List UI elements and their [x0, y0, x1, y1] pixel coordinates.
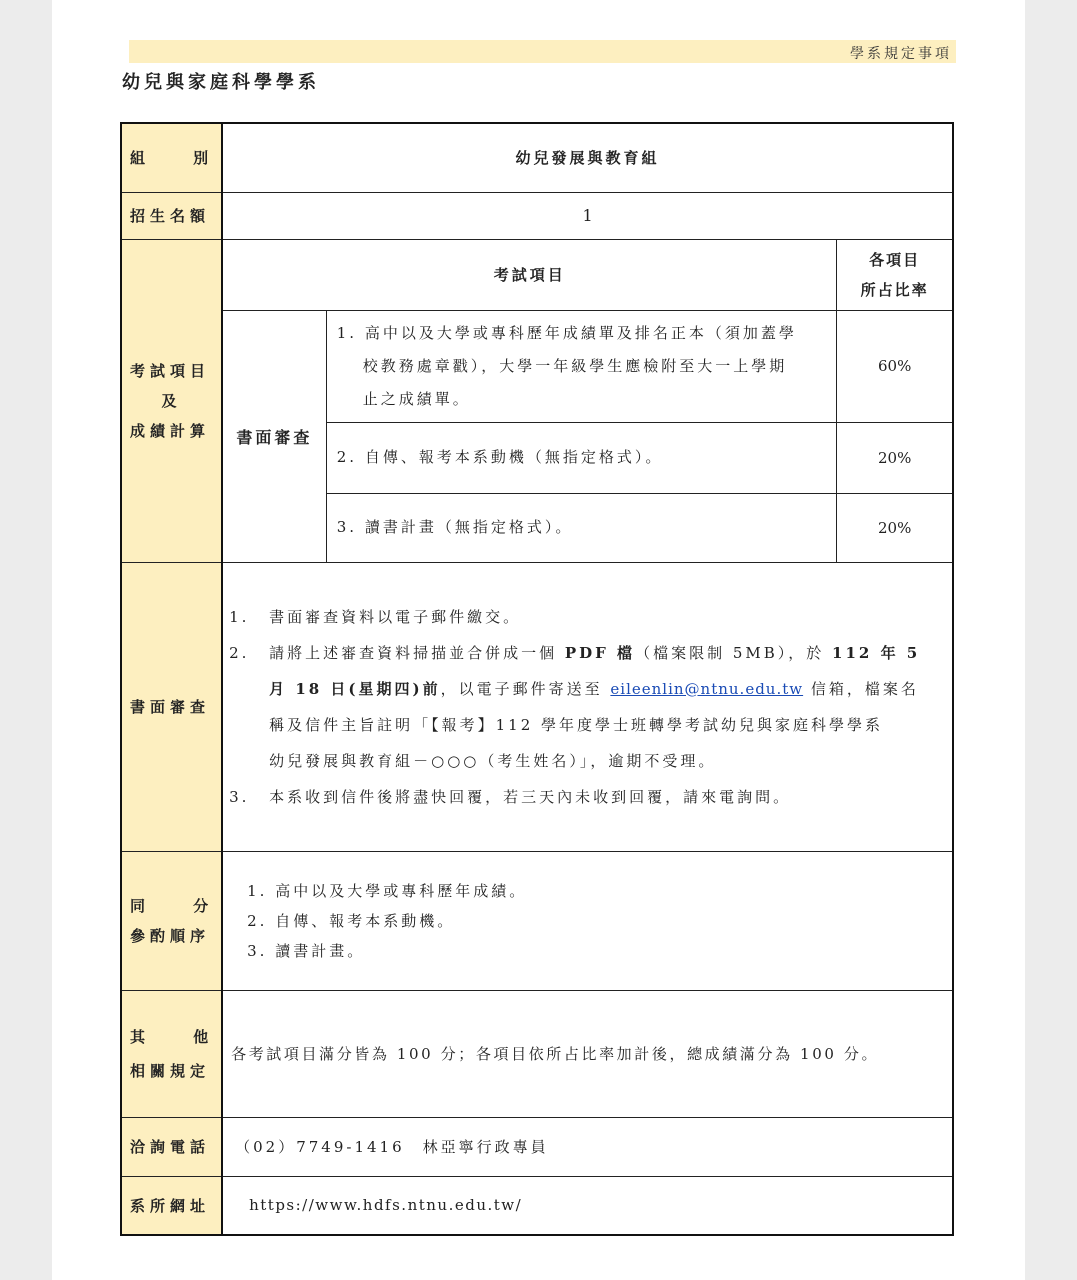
review-item-2-part-d: 信箱，檔案名: [803, 679, 919, 698]
header-band: [129, 40, 956, 63]
list-item: 2. 自傳、報考本系動機。: [247, 911, 456, 930]
review-item-2-part-c: ，以電子郵件寄送至: [440, 679, 611, 698]
row-phone: [121, 1117, 953, 1176]
exam-label: [121, 239, 222, 562]
review-label: 書面審查: [121, 562, 222, 851]
review-item-2-part-b: （檔案限制 5MB），於: [635, 643, 833, 662]
exam-item-1-line3: 止之成績單。: [362, 389, 471, 408]
website-value[interactable]: https://www.hdfs.ntnu.edu.tw/: [222, 1176, 953, 1235]
email-link[interactable]: eileenlin@ntnu.edu.tw: [610, 679, 804, 698]
deadline-year-month: 112 年 5: [832, 643, 921, 662]
row-exam-header: [121, 239, 953, 310]
ratio-header-line1: 各項目: [869, 250, 921, 269]
website-label: 系所網址: [121, 1176, 222, 1235]
review-item-3-num: 3.: [229, 787, 250, 806]
review-item-3: [229, 779, 944, 815]
exam-item-3-num: 3.: [336, 518, 358, 536]
document-page: [52, 0, 1025, 1280]
other-label: [121, 990, 222, 1117]
department-title: 幼兒與家庭科學學系: [122, 72, 320, 93]
phone-label: 洽詢電話: [121, 1117, 222, 1176]
row-group: [121, 123, 953, 192]
review-item-2-part-a: 請將上述審查資料掃描並合併成一個: [269, 643, 565, 662]
ratio-header: [837, 239, 953, 310]
regulations-table: [120, 122, 954, 1236]
other-label-b: 他: [193, 1027, 214, 1046]
group-value: 幼兒發展與教育組: [222, 123, 953, 192]
exam-item-1-line1: 高中以及大學或專科歷年成績單及排名正本（須加蓋學: [364, 323, 797, 342]
tiebreak-label-b: 分: [193, 896, 214, 915]
exam-category: 書面審查: [222, 310, 326, 562]
exam-item-3: [326, 493, 837, 562]
group-label: [121, 123, 222, 192]
review-item-1: [229, 599, 944, 635]
group-label-b: 別: [193, 149, 214, 168]
quota-label: 招生名額: [121, 192, 222, 239]
list-item: 1. 高中以及大學或專科歷年成績。: [247, 881, 528, 900]
tiebreak-content: [222, 851, 953, 990]
exam-item-1-num: 1.: [336, 323, 358, 342]
exam-item-2-text: 自傳、報考本系動機（無指定格式）。: [364, 448, 664, 466]
exam-item-2-ratio: 20%: [837, 422, 953, 493]
review-item-3-text: 本系收到信件後將盡快回覆，若三天內未收到回覆，請來電詢問。: [269, 787, 792, 806]
other-label-line2: 相關規定: [130, 1061, 211, 1080]
review-item-1-num: 1.: [229, 607, 250, 626]
review-item-2-line4: 幼兒發展與教育組－○○○（考生姓名）」，逾期不受理。: [269, 751, 717, 770]
other-content: 各考試項目滿分皆為 100 分；各項目依所占比率加計後，總成績滿分為 100 分。: [222, 990, 953, 1117]
review-item-2: [229, 635, 944, 671]
review-item-2-num: 2.: [229, 643, 250, 662]
row-other: [121, 990, 953, 1117]
quota-value: 1: [222, 192, 953, 239]
ratio-header-line2: 所占比率: [860, 280, 929, 299]
deadline-day: 月 18 日(星期四)前: [269, 679, 441, 698]
exam-item-1-ratio: 60%: [837, 310, 953, 422]
exam-item-3-ratio: 20%: [837, 493, 953, 562]
exam-item-1-line2: 校教務處章戳），大學一年級學生應檢附至大一上學期: [362, 356, 788, 375]
exam-item-3-text: 讀書計畫（無指定格式）。: [364, 518, 574, 536]
exam-item-2: [326, 422, 837, 493]
tiebreak-label: [121, 851, 222, 990]
exam-item-1: [326, 310, 837, 422]
tiebreak-label-line2: 參酌順序: [130, 926, 211, 945]
header-band-text: 學系規定事項: [850, 46, 952, 62]
list-item: 3. 讀書計畫。: [247, 941, 366, 960]
tiebreak-label-a: 同: [130, 896, 151, 915]
review-item-2-cont: [229, 671, 944, 707]
review-content: [222, 562, 953, 851]
exam-item-2-num: 2.: [336, 448, 358, 466]
row-website: [121, 1176, 953, 1235]
row-tiebreak: [121, 851, 953, 990]
exam-label-line3: 成績計算: [130, 421, 211, 440]
exam-label-line1: 考試項目: [130, 361, 211, 380]
review-item-1-text: 書面審查資料以電子郵件繳交。: [269, 607, 522, 626]
other-label-a: 其: [130, 1027, 151, 1046]
exam-item-row: [121, 310, 953, 422]
row-quota: [121, 192, 953, 239]
exam-label-line2: 及: [161, 391, 182, 410]
exam-items-header: 考試項目: [222, 239, 837, 310]
review-item-2-line3: 稱及信件主旨註明「【報考】112 學年度學士班轉學考試幼兒與家庭科學學系: [269, 715, 884, 734]
phone-value: （02）7749-1416 林亞寧行政專員: [222, 1117, 953, 1176]
row-review: [121, 562, 953, 851]
pdf-format-text: PDF 檔: [564, 643, 636, 662]
group-label-a: 組: [130, 149, 151, 168]
